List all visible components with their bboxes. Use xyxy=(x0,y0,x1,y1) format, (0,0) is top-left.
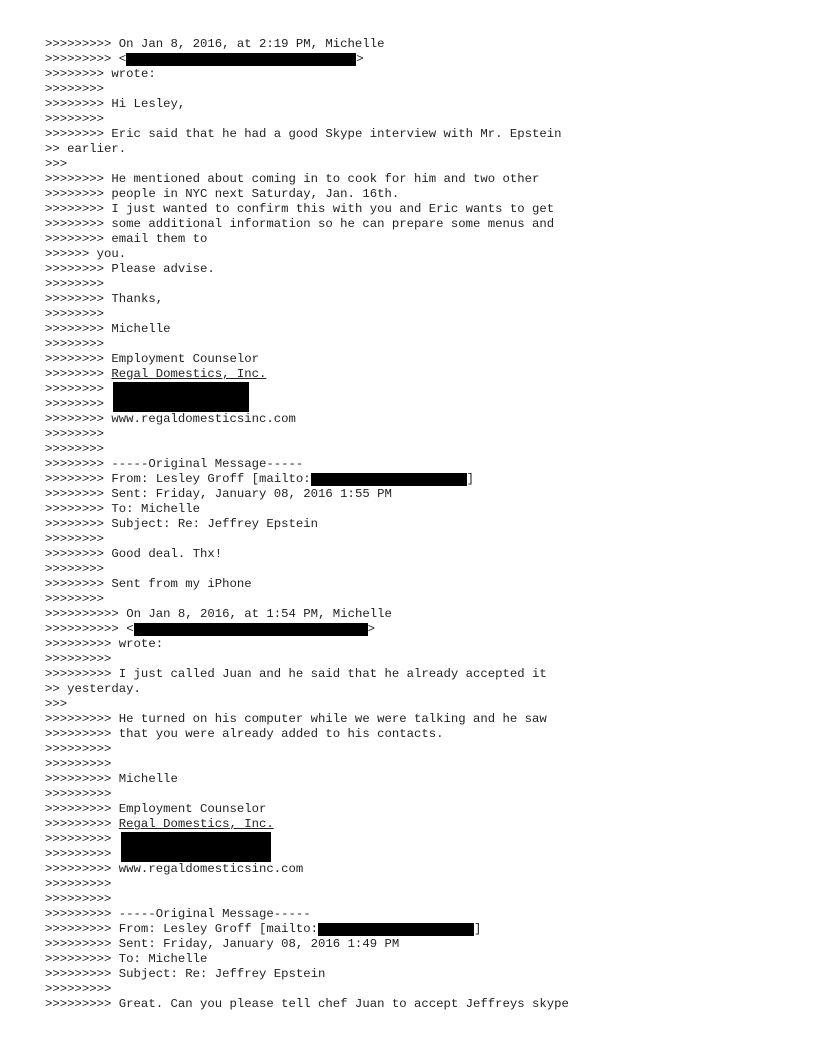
quote-prefix: >>>>>>>>> xyxy=(45,652,112,666)
line-text: On Jan 8, 2016, at 1:54 PM, Michelle xyxy=(126,607,392,621)
quote-prefix: >>>>>>>> xyxy=(45,217,112,231)
line-text: Employment Counselor xyxy=(118,802,267,816)
quote-prefix: >>>>>>>> xyxy=(45,427,105,441)
email-line xyxy=(45,742,785,757)
line-text: that you were already added to his contacts. xyxy=(118,727,444,741)
line-text: Thanks, xyxy=(111,292,164,306)
line-text: some additional information so he can prepare some menus and xyxy=(111,217,555,231)
quote-prefix: >>>>>>>>> xyxy=(45,37,119,51)
quote-prefix: >>>>>>>>> xyxy=(45,967,119,981)
email-line xyxy=(45,142,785,157)
email-line xyxy=(45,727,785,742)
line-text: Sent: Friday, January 08, 2016 1:49 PM xyxy=(118,937,400,951)
line-text: Regal Domestics, Inc. xyxy=(111,367,267,381)
line-text: Employment Counselor xyxy=(111,352,260,366)
email-line xyxy=(45,787,785,802)
email-line xyxy=(45,757,785,772)
email-line xyxy=(45,682,785,697)
email-line xyxy=(45,127,785,142)
email-line xyxy=(45,622,785,637)
quote-prefix: >>>>>>>> xyxy=(45,187,112,201)
quote-prefix: >>>>>>>>> xyxy=(45,922,119,936)
email-line xyxy=(45,442,785,457)
quote-prefix: >>>>>>>> xyxy=(45,262,112,276)
line-text: wrote: xyxy=(118,637,164,651)
email-line xyxy=(45,772,785,787)
line-text: Subject: Re: Jeffrey Epstein xyxy=(118,967,326,981)
email-line xyxy=(45,547,785,562)
line-text: -----Original Message----- xyxy=(111,457,304,471)
line-text: yesterday. xyxy=(67,682,141,696)
line-text: -----Original Message----- xyxy=(118,907,311,921)
quote-prefix: >>>>>>>>>> xyxy=(45,607,127,621)
line-text: I just called Juan and he said that he already accepted it xyxy=(118,667,547,681)
quote-prefix: >>>>>>>> xyxy=(45,202,112,216)
email-line xyxy=(45,997,785,1012)
quote-prefix: >>>>>>>> xyxy=(45,412,112,426)
quote-prefix: >>>>>>>> xyxy=(45,307,105,321)
email-line xyxy=(45,67,785,82)
quote-prefix: >>>>>>>> xyxy=(45,517,112,531)
line-text: www.regaldomesticsinc.com xyxy=(111,412,296,426)
quote-prefix: >>>>>>>>> xyxy=(45,892,112,906)
quote-prefix: >>>>>>>>> xyxy=(45,877,112,891)
line-text: Good deal. Thx! xyxy=(111,547,223,561)
quote-prefix: >>>>>>>> xyxy=(45,562,105,576)
quote-prefix: >>>>>>>> xyxy=(45,397,105,411)
quote-prefix: >>>>>>>> xyxy=(45,487,112,501)
quote-prefix: >>>>>>>> xyxy=(45,292,112,306)
quote-prefix: >>>>>>>>> xyxy=(45,787,112,801)
redaction-box xyxy=(318,923,474,936)
email-line xyxy=(45,922,785,937)
quote-prefix: >>>>>>>>> xyxy=(45,952,119,966)
email-line xyxy=(45,577,785,592)
line-text: Sent: Friday, January 08, 2016 1:55 PM xyxy=(111,487,392,501)
quote-prefix: >>>>>> xyxy=(45,247,97,261)
email-line xyxy=(45,967,785,982)
line-text: He turned on his computer while we were talking and he saw xyxy=(118,712,547,726)
email-line xyxy=(45,352,785,367)
email-line xyxy=(45,37,785,52)
quote-prefix: >>>>>>>>> xyxy=(45,847,112,861)
line-text: you. xyxy=(96,247,127,261)
email-line xyxy=(45,877,785,892)
quote-prefix: >>>>>>>>> xyxy=(45,52,119,66)
email-line xyxy=(45,292,785,307)
quote-prefix: >> xyxy=(45,142,68,156)
quote-prefix: >>>>>>>> xyxy=(45,67,112,81)
line-text: www.regaldomesticsinc.com xyxy=(118,862,304,876)
line-text: Please advise. xyxy=(111,262,215,276)
quote-prefix: >>>>>>>> xyxy=(45,337,105,351)
quote-prefix: >>>>>>>>> xyxy=(45,667,119,681)
email-line xyxy=(45,97,785,112)
email-line xyxy=(45,667,785,682)
line-text: To: Michelle xyxy=(111,502,200,516)
email-line xyxy=(45,532,785,547)
quote-prefix: >>>>>>>> xyxy=(45,277,105,291)
email-line xyxy=(45,712,785,727)
quote-prefix: >>>>>>>> xyxy=(45,502,112,516)
line-text: From: Lesley Groff [mailto: xyxy=(118,922,319,936)
email-line xyxy=(45,457,785,472)
line-text: I just wanted to confirm this with you and Eric wants to get xyxy=(111,202,555,216)
email-line xyxy=(45,907,785,922)
line-text: To: Michelle xyxy=(118,952,208,966)
email-line xyxy=(45,187,785,202)
email-line xyxy=(45,277,785,292)
email-line xyxy=(45,607,785,622)
line-suffix: ] xyxy=(466,472,475,486)
email-line xyxy=(45,52,785,67)
email-line xyxy=(45,937,785,952)
quote-prefix: >> xyxy=(45,682,68,696)
line-text: Hi Lesley, xyxy=(111,97,186,111)
line-text: earlier. xyxy=(67,142,127,156)
quote-prefix: >>>>>>>> xyxy=(45,367,112,381)
email-line xyxy=(45,262,785,277)
line-text: Eric said that he had a good Skype interview with Mr. Epstein xyxy=(111,127,562,141)
email-line xyxy=(45,247,785,262)
email-line xyxy=(45,307,785,322)
email-line xyxy=(45,502,785,517)
quote-prefix: >>>>>>>> xyxy=(45,472,112,486)
quote-prefix: >>>>>>>>> xyxy=(45,727,119,741)
email-line xyxy=(45,412,785,427)
email-line xyxy=(45,322,785,337)
email-line xyxy=(45,892,785,907)
line-suffix: ] xyxy=(474,922,482,936)
email-line xyxy=(45,337,785,352)
email-line xyxy=(45,817,785,832)
line-suffix: > xyxy=(367,622,375,636)
quote-prefix: >>>>>>>> xyxy=(45,382,105,396)
email-line xyxy=(45,652,785,667)
quote-prefix: >>>>>>>> xyxy=(45,172,112,186)
line-text: He mentioned about coming in to cook for him and two other xyxy=(111,172,540,186)
line-text: On Jan 8, 2016, at 2:19 PM, Michelle xyxy=(118,37,385,51)
email-line xyxy=(45,802,785,817)
quote-prefix: >>>>>>>> xyxy=(45,322,112,336)
email-line xyxy=(45,952,785,967)
email-line xyxy=(45,487,785,502)
email-line xyxy=(45,517,785,532)
line-text: wrote: xyxy=(111,67,156,81)
quote-prefix: >>>>>>>>> xyxy=(45,907,119,921)
line-suffix: > xyxy=(356,52,364,66)
quote-prefix: >>>>>>>> xyxy=(45,592,105,606)
quote-prefix: >>>>>>>> xyxy=(45,112,105,126)
quote-prefix: >>>>>>>>> xyxy=(45,997,119,1011)
email-line xyxy=(45,697,785,712)
email-line xyxy=(45,382,785,397)
email-line xyxy=(45,82,785,97)
email-line xyxy=(45,367,785,382)
email-line xyxy=(45,847,785,862)
email-line xyxy=(45,217,785,232)
quote-prefix: >>>>>>>>> xyxy=(45,637,119,651)
line-text: Regal Domestics, Inc. xyxy=(118,817,274,831)
quote-prefix: >>>>>>>> xyxy=(45,442,105,456)
redaction-box xyxy=(134,623,368,636)
quote-prefix: >>>>>>>> xyxy=(45,532,105,546)
quote-prefix: >>>>>>>>> xyxy=(45,862,119,876)
email-line xyxy=(45,202,785,217)
quote-prefix: >>>>>>>>> xyxy=(45,937,119,951)
email-line xyxy=(45,172,785,187)
line-text: Great. Can you please tell chef Juan to accept Jeffreys skype xyxy=(118,997,569,1011)
quote-prefix: >>> xyxy=(45,697,68,711)
line-text: From: Lesley Groff [mailto: xyxy=(111,472,311,486)
email-line xyxy=(45,397,785,412)
quote-prefix: >>> xyxy=(45,157,68,171)
email-line xyxy=(45,472,785,487)
redaction-box xyxy=(311,473,467,486)
email-line xyxy=(45,427,785,442)
email-line xyxy=(45,832,785,847)
quote-prefix: >>>>>>>> xyxy=(45,352,112,366)
line-text: Sent from my iPhone xyxy=(111,577,252,591)
quote-prefix: >>>>>>>>> xyxy=(45,817,119,831)
line-text: Michelle xyxy=(118,772,178,786)
email-line xyxy=(45,982,785,997)
quote-prefix: >>>>>>>>> xyxy=(45,832,112,846)
email-line xyxy=(45,112,785,127)
email-line xyxy=(45,232,785,247)
line-text: people in NYC next Saturday, Jan. 16th. xyxy=(111,187,400,201)
quote-prefix: >>>>>>>> xyxy=(45,127,112,141)
quote-prefix: >>>>>>>> xyxy=(45,577,112,591)
quote-prefix: >>>>>>>>>> xyxy=(45,622,127,636)
email-line xyxy=(45,562,785,577)
quote-prefix: >>>>>>>>> xyxy=(45,982,112,996)
quote-prefix: >>>>>>>> xyxy=(45,97,112,111)
quote-prefix: >>>>>>>>> xyxy=(45,772,119,786)
quote-prefix: >>>>>>>> xyxy=(45,457,112,471)
quote-prefix: >>>>>>>>> xyxy=(45,712,119,726)
email-line xyxy=(45,157,785,172)
line-text: email them to xyxy=(111,232,208,246)
quote-prefix: >>>>>>>>> xyxy=(45,757,112,771)
line-text: < xyxy=(118,52,127,66)
quote-prefix: >>>>>>>> xyxy=(45,547,112,561)
line-text: < xyxy=(126,622,134,636)
quote-prefix: >>>>>>>> xyxy=(45,232,112,246)
quote-prefix: >>>>>>>>> xyxy=(45,742,112,756)
quote-prefix: >>>>>>>>> xyxy=(45,802,119,816)
email-line xyxy=(45,637,785,652)
line-text: Subject: Re: Jeffrey Epstein xyxy=(111,517,319,531)
quote-prefix: >>>>>>>> xyxy=(45,82,105,96)
line-text: Michelle xyxy=(111,322,171,336)
email-line xyxy=(45,592,785,607)
redaction-box xyxy=(126,53,356,66)
email-line xyxy=(45,862,785,877)
email-document xyxy=(45,37,785,1012)
